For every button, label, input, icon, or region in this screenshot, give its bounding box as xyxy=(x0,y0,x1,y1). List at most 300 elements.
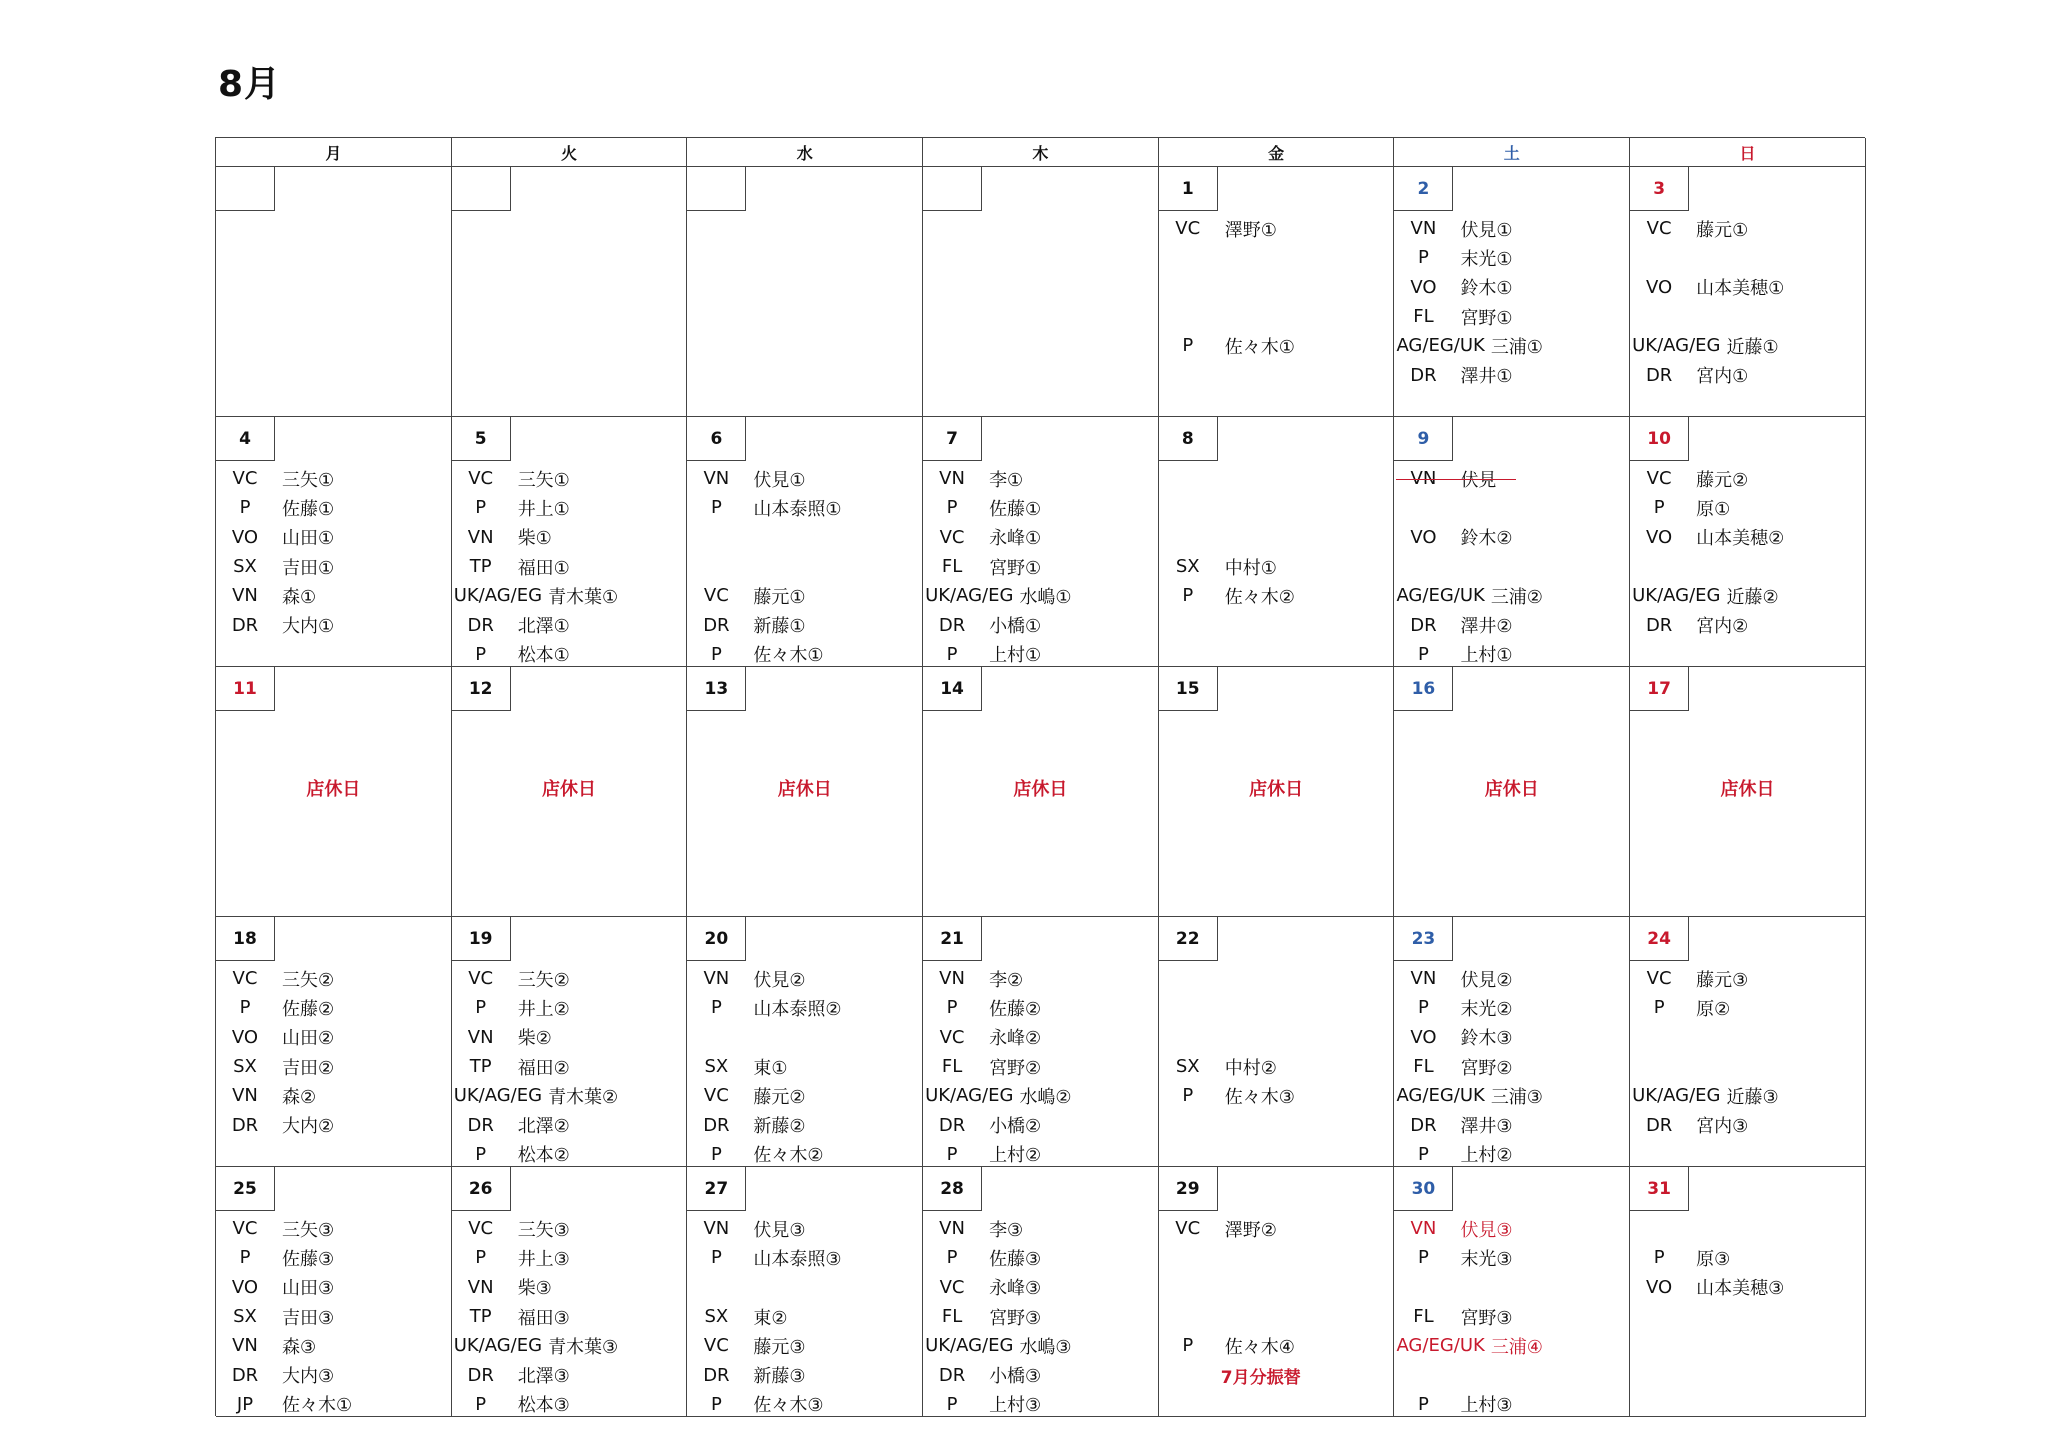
teacher-name: 鈴木③ xyxy=(1460,1028,1513,1050)
teacher-name: 伏見① xyxy=(1460,219,1513,241)
lesson-list xyxy=(1394,1214,1629,1419)
lesson-entry xyxy=(216,1052,451,1081)
day-cell[interactable] xyxy=(216,917,452,1167)
teacher-name: 中村② xyxy=(1224,1057,1277,1079)
lesson-entry xyxy=(216,581,451,610)
day-cell[interactable] xyxy=(1394,667,1630,917)
lesson-entry xyxy=(923,1331,1158,1360)
lesson-entry xyxy=(1159,1023,1394,1052)
day-cell[interactable] xyxy=(452,667,688,917)
instrument-code: DR xyxy=(703,1364,730,1386)
teacher-name: 佐々木④ xyxy=(1224,1336,1295,1358)
instrument-code: FL xyxy=(941,1306,963,1328)
lesson-entry xyxy=(1394,1052,1629,1081)
teacher-name: 末光③ xyxy=(1460,1248,1513,1270)
lesson-entry xyxy=(687,1081,922,1110)
instrument-code: VN xyxy=(703,968,730,990)
lesson-entry xyxy=(1630,993,1865,1022)
instrument-code: VC xyxy=(1646,218,1672,240)
instrument-code: P xyxy=(239,497,251,519)
teacher-name: 山本泰照② xyxy=(753,998,842,1020)
lesson-list xyxy=(1159,964,1394,1110)
instrument-code: VN xyxy=(232,585,258,607)
teacher-name: 伏見 xyxy=(1460,469,1497,491)
teacher-name: 末光② xyxy=(1460,998,1513,1020)
teacher-name: 佐々木③ xyxy=(1224,1086,1295,1108)
teacher-name: 福田① xyxy=(517,557,570,579)
day-cell[interactable] xyxy=(1159,917,1395,1167)
lesson-entry xyxy=(1394,1243,1629,1272)
lesson-entry xyxy=(1159,273,1394,302)
calendar-week xyxy=(216,417,1865,667)
teacher-name: 佐藤③ xyxy=(989,1248,1042,1270)
lesson-entry xyxy=(1394,1110,1629,1139)
instrument-code: VC xyxy=(703,1085,729,1107)
teacher-name: 柴① xyxy=(517,528,552,550)
instrument-code: VC xyxy=(468,468,494,490)
teacher-name: 吉田① xyxy=(282,557,335,579)
day-cell[interactable] xyxy=(1630,167,1866,417)
instrument-code: P xyxy=(1418,1247,1429,1269)
lesson-list xyxy=(1630,464,1865,640)
instrument-code: DR xyxy=(467,1114,494,1136)
day-cell[interactable] xyxy=(452,917,688,1167)
instrument-code: FL xyxy=(1413,1306,1434,1328)
teacher-name: 松本① xyxy=(517,645,570,667)
lesson-list xyxy=(923,964,1158,1169)
instrument-code: VC xyxy=(939,1026,965,1048)
teacher-name: 近藤② xyxy=(1726,586,1779,608)
day-number: 7 xyxy=(923,417,982,461)
lesson-entry xyxy=(216,493,451,522)
teacher-name: 青木葉① xyxy=(548,586,619,608)
day-cell[interactable] xyxy=(923,417,1159,667)
instrument-code: UK/AG/EG xyxy=(925,1335,1014,1357)
lesson-entry xyxy=(1394,1023,1629,1052)
teacher-name: 宮野② xyxy=(989,1057,1042,1079)
instrument-code: DR xyxy=(231,614,259,636)
lesson-entry xyxy=(923,464,1158,493)
day-number: 13 xyxy=(687,667,746,711)
lesson-entry xyxy=(216,1331,451,1360)
instrument-code: VC xyxy=(468,1218,494,1240)
day-cell[interactable] xyxy=(1630,917,1866,1167)
instrument-code: VC xyxy=(232,968,258,990)
closed-day-label: 店休日 xyxy=(1720,779,1775,800)
lesson-entry xyxy=(1394,964,1629,993)
teacher-name: 水嶋① xyxy=(1019,586,1072,608)
instrument-code: VC xyxy=(1646,968,1672,990)
teacher-name: 澤井① xyxy=(1460,366,1513,388)
instrument-code: VC xyxy=(703,1335,729,1357)
lesson-entry xyxy=(923,1023,1158,1052)
lesson-entry xyxy=(452,1243,687,1272)
teacher-name: 三矢① xyxy=(282,469,335,491)
lesson-entry xyxy=(452,1331,687,1360)
instrument-code: DR xyxy=(1410,614,1437,636)
teacher-name: 吉田③ xyxy=(282,1307,335,1329)
instrument-code: TP xyxy=(469,1056,492,1078)
teacher-name: 宮野③ xyxy=(989,1307,1042,1329)
lesson-entry xyxy=(1630,523,1865,552)
lesson-entry xyxy=(1159,1214,1394,1243)
lesson-entry xyxy=(923,993,1158,1022)
day-cell[interactable] xyxy=(687,167,923,417)
day-cell[interactable] xyxy=(687,1167,923,1417)
teacher-name: 佐々木② xyxy=(753,1145,824,1167)
teacher-name: 三浦④ xyxy=(1490,1336,1543,1358)
lesson-entry xyxy=(1630,1081,1865,1110)
lesson-entry xyxy=(1630,1214,1865,1243)
lesson-entry xyxy=(1159,1302,1394,1331)
lesson-entry xyxy=(923,1243,1158,1272)
instrument-code: SX xyxy=(1175,1056,1200,1078)
day-number: 14 xyxy=(923,667,982,711)
instrument-code: SX xyxy=(233,556,257,578)
instrument-code: P xyxy=(475,997,487,1019)
instrument-code: DR xyxy=(1645,1114,1673,1136)
teacher-name: 三浦③ xyxy=(1490,1086,1543,1108)
lesson-entry xyxy=(452,1140,687,1169)
lesson-entry xyxy=(923,1273,1158,1302)
day-cell[interactable] xyxy=(452,167,688,417)
teacher-name: 藤元③ xyxy=(753,1336,806,1358)
lesson-list xyxy=(687,1214,922,1419)
teacher-name: 上村③ xyxy=(1460,1395,1513,1417)
day-cell[interactable] xyxy=(216,667,452,917)
teacher-name: 三矢③ xyxy=(517,1219,570,1241)
lesson-entry xyxy=(216,1302,451,1331)
day-cell[interactable] xyxy=(1630,1167,1866,1417)
lesson-entry xyxy=(452,493,687,522)
day-cell[interactable] xyxy=(923,167,1159,417)
lesson-entry xyxy=(1630,1023,1865,1052)
instrument-code: UK/AG/EG xyxy=(453,585,543,607)
instrument-code: P xyxy=(710,497,722,519)
day-cell[interactable] xyxy=(1630,667,1866,917)
lesson-entry xyxy=(1630,552,1865,581)
lesson-entry xyxy=(1630,581,1865,610)
instrument-code: P xyxy=(1182,1085,1194,1107)
lesson-entry xyxy=(687,523,922,552)
teacher-name: 新藤① xyxy=(753,616,806,638)
instrument-code: SX xyxy=(233,1306,257,1328)
day-cell[interactable] xyxy=(923,1167,1159,1417)
teacher-name: 佐々木② xyxy=(1224,586,1295,608)
lesson-entry xyxy=(452,523,687,552)
teacher-name: 福田③ xyxy=(517,1307,570,1329)
teacher-name: 藤元① xyxy=(753,586,806,608)
day-cell[interactable] xyxy=(452,417,688,667)
instrument-code: P xyxy=(946,497,958,519)
lesson-entry xyxy=(1630,493,1865,522)
day-cell[interactable] xyxy=(687,667,923,917)
lesson-entry xyxy=(687,1302,922,1331)
lesson-entry xyxy=(216,1214,451,1243)
lesson-entry xyxy=(452,964,687,993)
teacher-name: 森② xyxy=(282,1086,317,1108)
day-cell[interactable] xyxy=(216,167,452,417)
day-cell[interactable] xyxy=(1394,1167,1630,1417)
lesson-entry xyxy=(452,1023,687,1052)
lesson-list xyxy=(216,964,451,1140)
teacher-name: 伏見② xyxy=(1460,969,1513,991)
teacher-name: 近藤③ xyxy=(1726,1086,1779,1108)
day-cell[interactable] xyxy=(452,1167,688,1417)
instrument-code: TP xyxy=(469,556,492,578)
instrument-code: DR xyxy=(938,1364,966,1386)
instrument-code: VC xyxy=(468,968,494,990)
day-cell[interactable] xyxy=(1159,167,1395,417)
day-cell[interactable] xyxy=(216,1167,452,1417)
day-number: 5 xyxy=(452,417,511,461)
day-number: 8 xyxy=(1159,417,1218,461)
instrument-code: VN xyxy=(703,468,730,490)
instrument-code: AG/EG/UK xyxy=(1396,1085,1485,1107)
lesson-entry xyxy=(1394,1081,1629,1110)
lesson-entry xyxy=(1159,1052,1394,1081)
lesson-entry xyxy=(1159,993,1394,1022)
teacher-name: 山田③ xyxy=(282,1278,335,1300)
instrument-code: VN xyxy=(232,1335,258,1357)
day-number: 9 xyxy=(1394,417,1453,461)
teacher-name: 三矢② xyxy=(517,969,570,991)
lesson-entry xyxy=(1394,273,1629,302)
teacher-name: 三浦① xyxy=(1490,336,1543,358)
day-number: 11 xyxy=(216,667,275,711)
lesson-list xyxy=(1630,964,1865,1140)
lesson-entry xyxy=(923,1390,1158,1419)
lesson-entry xyxy=(1630,273,1865,302)
teacher-name: 藤元③ xyxy=(1696,969,1749,991)
day-number: 15 xyxy=(1159,667,1218,711)
instrument-code: P xyxy=(710,997,722,1019)
instrument-code: P xyxy=(1653,997,1665,1019)
instrument-code: P xyxy=(1418,247,1429,269)
lesson-entry xyxy=(1394,581,1629,610)
day-cell[interactable] xyxy=(216,417,452,667)
instrument-code: P xyxy=(710,643,722,665)
day-number: 10 xyxy=(1630,417,1689,461)
day-number: 30 xyxy=(1394,1167,1453,1211)
instrument-code: DR xyxy=(1645,614,1673,636)
instrument-code: JP xyxy=(236,1393,254,1415)
instrument-code: P xyxy=(946,643,958,665)
lesson-list xyxy=(1394,964,1629,1169)
closed-day-label: 店休日 xyxy=(1484,779,1539,800)
lesson-entry xyxy=(1630,1273,1865,1302)
lesson-entry xyxy=(1159,964,1394,993)
teacher-name: 鈴木① xyxy=(1460,278,1513,300)
weekday-header: 月 xyxy=(216,138,452,167)
lesson-entry xyxy=(687,493,922,522)
day-cell[interactable] xyxy=(687,917,923,1167)
teacher-name: 伏見① xyxy=(753,469,806,491)
instrument-code: VC xyxy=(1175,218,1201,240)
lesson-entry xyxy=(1159,581,1394,610)
teacher-name: 井上① xyxy=(517,498,570,520)
instrument-code: P xyxy=(946,1143,958,1165)
lesson-entry xyxy=(923,610,1158,639)
lesson-entry xyxy=(1630,302,1865,331)
day-cell[interactable] xyxy=(923,667,1159,917)
instrument-code: VO xyxy=(1410,526,1437,548)
instrument-code: FL xyxy=(1413,1056,1434,1078)
teacher-name: 宮内② xyxy=(1696,616,1749,638)
instrument-code: VO xyxy=(231,1276,259,1298)
day-number xyxy=(216,167,275,211)
day-cell[interactable] xyxy=(1159,417,1395,667)
lesson-entry xyxy=(452,1302,687,1331)
teacher-name: 柴③ xyxy=(517,1278,552,1300)
lesson-entry xyxy=(687,464,922,493)
instrument-code: VO xyxy=(1410,1026,1437,1048)
lesson-entry xyxy=(1394,360,1629,389)
instrument-code: FL xyxy=(1413,306,1434,328)
lesson-list xyxy=(923,1214,1158,1419)
day-cell[interactable] xyxy=(1394,417,1630,667)
instrument-code: AG/EG/UK xyxy=(1396,335,1485,357)
teacher-name: 澤井② xyxy=(1460,616,1513,638)
lesson-entry xyxy=(1394,331,1629,360)
teacher-name: 山本美穂② xyxy=(1696,528,1785,550)
day-cell[interactable] xyxy=(923,917,1159,1167)
lesson-entry xyxy=(1159,302,1394,331)
teacher-name: 山本美穂① xyxy=(1696,278,1785,300)
teacher-name: 佐々木① xyxy=(1224,336,1295,358)
day-number xyxy=(452,167,511,211)
teacher-name: 新藤③ xyxy=(753,1366,806,1388)
teacher-name: 原② xyxy=(1696,998,1731,1020)
teacher-name: 井上③ xyxy=(517,1248,570,1270)
instrument-code: VC xyxy=(939,526,965,548)
instrument-code: P xyxy=(1418,643,1429,665)
day-cell[interactable] xyxy=(1394,167,1630,417)
instrument-code: P xyxy=(1653,1247,1665,1269)
instrument-code: UK/AG/EG xyxy=(1632,1085,1721,1107)
teacher-name: 澤野① xyxy=(1224,219,1277,241)
lesson-entry xyxy=(687,552,922,581)
lesson-list xyxy=(1394,214,1629,390)
instrument-code: VO xyxy=(1410,276,1437,298)
lesson-entry xyxy=(687,1360,922,1389)
instrument-code: VN xyxy=(1410,468,1437,490)
page-title: 8月 xyxy=(218,64,282,105)
teacher-name: 李② xyxy=(989,969,1024,991)
day-number: 16 xyxy=(1394,667,1453,711)
teacher-name: 佐々木③ xyxy=(753,1395,824,1417)
instrument-code: VC xyxy=(939,1276,965,1298)
lesson-entry xyxy=(1159,214,1394,243)
lesson-entry xyxy=(923,1302,1158,1331)
teacher-name: 新藤② xyxy=(753,1116,806,1138)
instrument-code: VC xyxy=(232,1218,258,1240)
instrument-code: DR xyxy=(1410,1114,1437,1136)
lesson-entry xyxy=(923,964,1158,993)
lesson-entry xyxy=(216,993,451,1022)
instrument-code: P xyxy=(946,997,958,1019)
teacher-name: 宮野③ xyxy=(1460,1307,1513,1329)
lesson-entry xyxy=(1159,552,1394,581)
teacher-name: 北澤① xyxy=(517,616,570,638)
day-cell[interactable] xyxy=(1159,1167,1395,1417)
lesson-entry xyxy=(1630,331,1865,360)
teacher-name: 澤井③ xyxy=(1460,1116,1513,1138)
instrument-code: P xyxy=(1418,1393,1429,1415)
teacher-name: 大内① xyxy=(282,616,335,638)
lesson-entry xyxy=(923,1081,1158,1110)
instrument-code: P xyxy=(1653,497,1665,519)
instrument-code: VO xyxy=(1646,1276,1673,1298)
lesson-entry xyxy=(452,640,687,669)
instrument-code: P xyxy=(710,1247,722,1269)
instrument-code: P xyxy=(1418,997,1429,1019)
teacher-name: 宮野① xyxy=(989,557,1042,579)
lesson-entry xyxy=(1159,331,1394,360)
teacher-name: 松本② xyxy=(517,1145,570,1167)
lesson-entry xyxy=(1394,610,1629,639)
instrument-code: VN xyxy=(467,526,494,548)
lesson-entry xyxy=(216,1023,451,1052)
closed-day-label: 店休日 xyxy=(306,779,361,800)
lesson-entry xyxy=(1394,464,1629,493)
weekday-header: 火 xyxy=(452,138,688,167)
instrument-code: P xyxy=(1182,335,1194,357)
lesson-entry xyxy=(687,1243,922,1272)
lesson-entry xyxy=(1394,1140,1629,1169)
day-number: 26 xyxy=(452,1167,511,1211)
instrument-code: P xyxy=(475,1393,487,1415)
instrument-code: VN xyxy=(703,1218,730,1240)
day-cell[interactable] xyxy=(1394,917,1630,1167)
instrument-code: DR xyxy=(231,1114,259,1136)
weekday-header: 土 xyxy=(1394,138,1630,167)
calendar-week xyxy=(216,917,1865,1167)
instrument-code: VN xyxy=(232,1085,258,1107)
instrument-code: VO xyxy=(231,526,259,548)
day-number xyxy=(687,167,746,211)
lesson-entry xyxy=(1159,1331,1394,1360)
instrument-code: VO xyxy=(1646,276,1673,298)
teacher-name: 上村① xyxy=(989,645,1042,667)
lesson-entry xyxy=(1159,243,1394,272)
teacher-name: 福田② xyxy=(517,1057,570,1079)
day-cell[interactable] xyxy=(687,417,923,667)
instrument-code: DR xyxy=(231,1364,259,1386)
day-cell[interactable] xyxy=(1630,417,1866,667)
lesson-list xyxy=(687,464,922,669)
lesson-entry xyxy=(216,1081,451,1110)
lesson-list xyxy=(1159,214,1394,360)
lesson-entry xyxy=(1394,1331,1629,1360)
teacher-name: 李③ xyxy=(989,1219,1024,1241)
teacher-name: 大内③ xyxy=(282,1366,335,1388)
instrument-code: FL xyxy=(941,556,963,578)
lesson-entry xyxy=(1394,1214,1629,1243)
day-cell[interactable] xyxy=(1159,667,1395,917)
lesson-list xyxy=(1159,464,1394,610)
teacher-name: 中村① xyxy=(1224,557,1277,579)
lesson-entry xyxy=(1630,464,1865,493)
lesson-entry xyxy=(923,581,1158,610)
instrument-code: VC xyxy=(232,468,258,490)
instrument-code: P xyxy=(1182,585,1194,607)
day-number: 23 xyxy=(1394,917,1453,961)
instrument-code: VN xyxy=(467,1276,494,1298)
lesson-list xyxy=(1394,464,1629,669)
instrument-code: VO xyxy=(1646,526,1673,548)
day-number: 3 xyxy=(1630,167,1689,211)
